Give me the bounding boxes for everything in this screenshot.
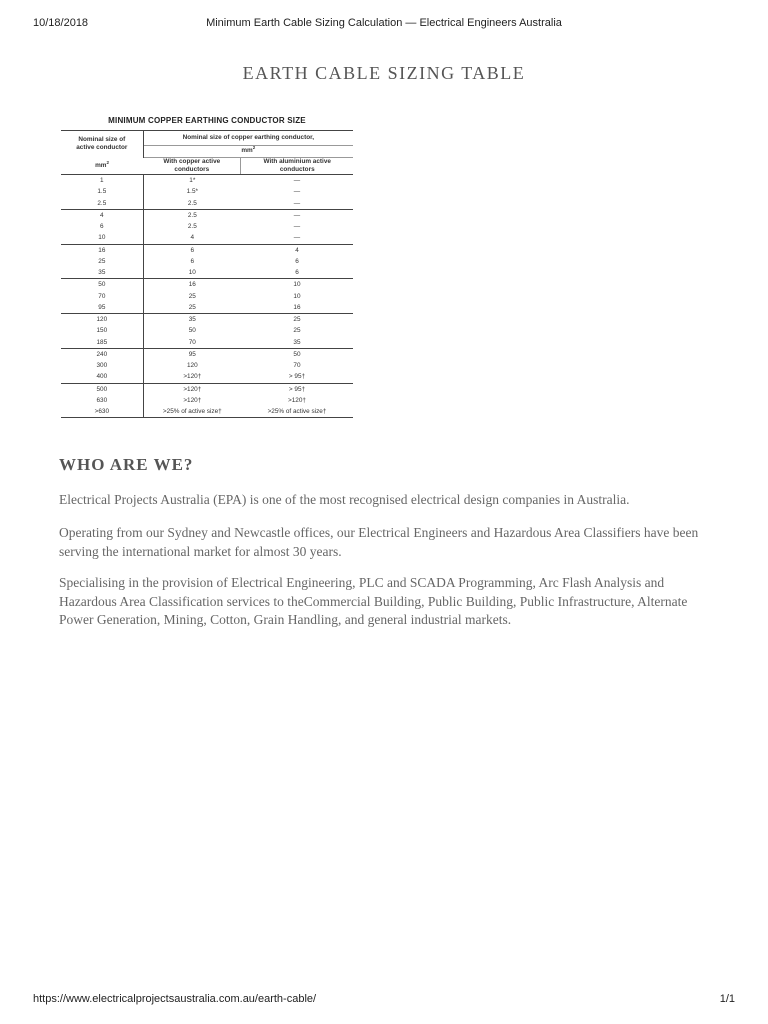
- table-cell: 2.5: [187, 223, 197, 230]
- table-cell: 400: [61, 371, 143, 383]
- table-cell: 4: [295, 246, 299, 254]
- table-cell: 150: [61, 325, 143, 336]
- table-row: [61, 198, 353, 210]
- table-cell: —: [293, 211, 301, 219]
- table-cell: 95: [61, 302, 143, 314]
- who-are-we-heading: WHO ARE WE?: [59, 455, 194, 474]
- col1-header-line2: active conductor: [76, 144, 128, 152]
- col2-header: With copper active conductors: [143, 158, 241, 175]
- table-cell: 1*: [189, 177, 196, 184]
- table-cell: 16: [61, 244, 143, 256]
- table-row: [61, 395, 353, 406]
- table-cell: —: [293, 223, 301, 230]
- table-cell: 50: [293, 350, 301, 358]
- table-cell: >120†: [183, 385, 202, 393]
- table-cell: —: [241, 232, 353, 244]
- table-cell: >120†: [143, 371, 241, 383]
- table-cell: 1: [61, 175, 143, 187]
- table-cell: 50: [61, 279, 143, 291]
- table-cell: 185: [61, 337, 143, 349]
- table-cell: 6: [61, 221, 143, 232]
- print-page-number: 1/1: [719, 993, 735, 1005]
- table-cell: 630: [61, 395, 143, 406]
- table-cell: >120†: [183, 396, 202, 404]
- table-row: [61, 175, 353, 187]
- table-row: [61, 337, 353, 349]
- table-cell: >630: [61, 406, 143, 418]
- table-body: [61, 175, 353, 418]
- table-row: [61, 279, 353, 291]
- table-cell: 25: [143, 302, 241, 314]
- table-cell: 4: [61, 209, 143, 221]
- table-row: [61, 302, 353, 314]
- table-cell: 50: [188, 327, 196, 335]
- table-cell: 25: [188, 292, 196, 300]
- table-cell: > 95†: [288, 385, 306, 393]
- services-paragraph: Specialising in the provision of Electrical Engineering, PLC and SCADA Programming, Arc Flash Analysis and Hazardous Area Classification services to theCommercial Building, Public Building, Public Infrastructure, Alternate Power Generation, Mining, Cotton, Grain Handling, and general industrial markets.: [59, 575, 688, 627]
- col1-header: [61, 131, 143, 158]
- table-cell: 35: [188, 316, 196, 323]
- table-cell: 120: [61, 314, 143, 326]
- offices-paragraph: Operating from our Sydney and Newcastle offices, our Electrical Engineers and Hazardous Area Classifiers have been serving the international market for almost 30 years.: [59, 525, 699, 559]
- table-cell: 2.5: [143, 198, 241, 210]
- table-cell: 10: [61, 232, 143, 244]
- span-unit: $mm^2$: [143, 146, 353, 158]
- table-row: [61, 406, 353, 418]
- earth-cable-table: [61, 130, 353, 418]
- span-header: Nominal size of copper earthing conductor,: [143, 131, 353, 146]
- table-cell: 25: [293, 316, 301, 323]
- print-header-title: Minimum Earth Cable Sizing Calculation — Electrical Engineers Australia: [206, 17, 562, 29]
- table-cell: 1.5: [61, 186, 143, 197]
- table-row: [61, 325, 353, 336]
- table-row: [61, 383, 353, 395]
- table-cell: > 95†: [241, 371, 353, 383]
- table-row: [61, 256, 353, 267]
- col1-header-line1: Nominal size of: [78, 136, 126, 144]
- print-footer-url: https://www.electricalprojectsaustralia.com.au/earth-cable/: [33, 993, 317, 1005]
- table-row: [61, 267, 353, 279]
- table-cell: 25: [61, 256, 143, 267]
- print-date: 10/18/2018: [33, 17, 89, 29]
- table-row: [61, 314, 353, 326]
- table-cell: 16: [241, 302, 353, 314]
- table-cell: 10: [293, 281, 301, 289]
- page-title: EARTH CABLE SIZING TABLE: [242, 63, 526, 83]
- table-cell: 10: [293, 292, 301, 300]
- table-cell: 70: [61, 291, 143, 302]
- table-cell: 2.5: [61, 198, 143, 210]
- table-cell: 35: [61, 267, 143, 279]
- table-cell: 6: [295, 257, 299, 265]
- col3-header: With aluminium active conductors: [241, 158, 353, 175]
- table-cell: 10: [143, 267, 241, 279]
- earth-cable-table-image: [61, 116, 353, 418]
- table-cell: —: [293, 188, 301, 196]
- table-cell: 70: [293, 362, 301, 369]
- table-cell: 6: [241, 267, 353, 279]
- table-row: [61, 232, 353, 244]
- table-row: [61, 209, 353, 221]
- table-cell: 500: [61, 383, 143, 395]
- col1-unit: $mm^2$: [61, 158, 143, 175]
- table-cell: 70: [143, 337, 241, 349]
- table-row: [61, 291, 353, 302]
- table-cell: —: [241, 198, 353, 210]
- table-cell: >120†: [288, 396, 306, 404]
- table-row: [61, 244, 353, 256]
- table-row: [61, 186, 353, 197]
- table-row: [61, 371, 353, 383]
- table-cell: 95: [188, 350, 196, 358]
- table-cell: 6: [190, 257, 195, 265]
- table-cell: 1.5*: [186, 188, 198, 196]
- table-cell: >25% of active size†: [143, 406, 241, 418]
- table-title: MINIMUM COPPER EARTHING CONDUCTOR SIZE: [108, 116, 306, 125]
- table-row: [61, 348, 353, 360]
- table-row: [61, 360, 353, 371]
- table-cell: 240: [61, 348, 143, 360]
- table-cell: 16: [188, 281, 196, 289]
- table-cell: >25% of active size†: [241, 406, 353, 418]
- table-cell: 120: [186, 362, 198, 369]
- table-cell: 300: [61, 360, 143, 371]
- table-cell: 35: [241, 337, 353, 349]
- table-row: [61, 221, 353, 232]
- intro-paragraph: Electrical Projects Australia (EPA) is one of the most recognised electrical design companies in Australia.: [59, 492, 630, 507]
- table-cell: 6: [190, 246, 195, 254]
- table-cell: 2.5: [187, 211, 197, 219]
- table-cell: 4: [143, 232, 241, 244]
- table-cell: —: [293, 177, 301, 184]
- table-cell: 25: [293, 327, 301, 335]
